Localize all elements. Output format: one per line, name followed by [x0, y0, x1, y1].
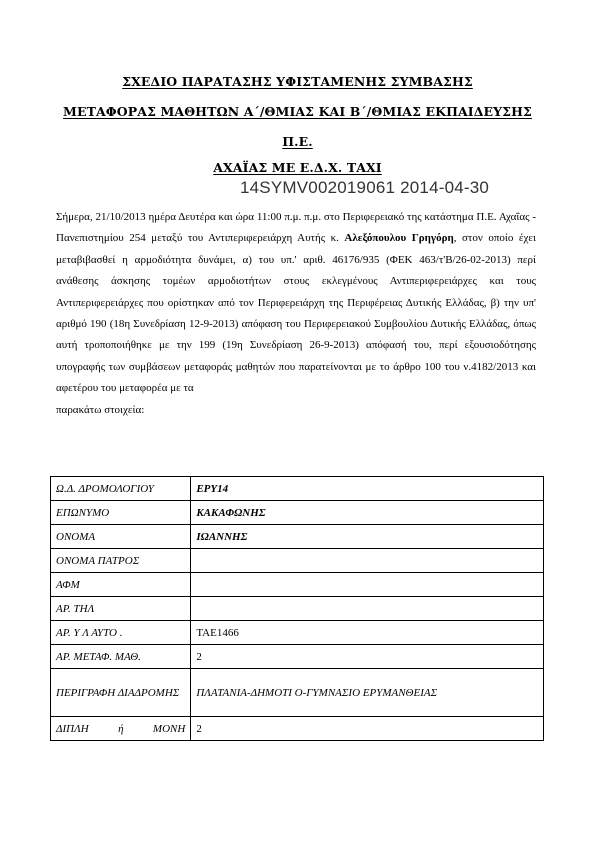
- table-row: [51, 573, 544, 597]
- surname-label: ΕΠΩΝΥΜΟ: [51, 501, 191, 525]
- tax-id-label: ΑΦΜ: [51, 573, 191, 597]
- body-text-part-2: , στον οποίο έχει μεταβιβασθεί η αρμοδιότητα δυνάμει, α) του υπ.' αριθ. 46176/935 (ΦΕΚ 463/τ'Β/26-02-2013) περί ανάθεσης άσκησης τομέων αρμοδιοτήτων στους εκλεγμένους Αντιπεριφερειάρχες και τους Αντιπεριφερειάρχες που ορίστηκαν από τον Περιφερειάρχη της Περιφέρειας Δυτικής Ελλάδας, β) την υπ' αριθμό 190 (18η Συνεδρίαση 12-9-2013) απόφαση του Περιφερειακού Συμβουλίου Δυτικής Ελλάδας, όπως αυτή τροποποιήθηκε με την 199 (19η Συνεδρίαση 26-9-2013) απόφασή του, περί εξουσιοδότησης υπογραφής των συμβάσεων μεταφοράς μαθητών που παρατείνονται με το άρθρο 100 του ν.4182/2013 και αφετέρου του μεταφορέα με τα: [56, 232, 536, 395]
- table-row: [51, 477, 544, 501]
- single-double-label: ΔΙΠΛΗ ή ΜΟΝΗ: [51, 717, 191, 741]
- table-row: [51, 621, 544, 645]
- table-row: [51, 669, 544, 717]
- table-row: [51, 501, 544, 525]
- table-row: [51, 597, 544, 621]
- body-last-line: παρακάτω στοιχεία:: [56, 403, 145, 416]
- phone-label: ΑΡ. ΤΗΛ: [51, 597, 191, 621]
- father-name-label: ΟΝΟΜΑ ΠΑΤΡΟΣ: [51, 549, 191, 573]
- students-count-value: 2: [191, 645, 544, 669]
- doc-title-line-2: ΜΕΤΑΦΟΡΑΣ ΜΑΘΗΤΩΝ Α΄/ΘΜΙΑΣ ΚΑΙ Β΄/ΘΜΙΑΣ ΕΚΠΑΙΔΕΥΣΗΣ: [63, 104, 532, 119]
- students-count-label: ΑΡ. ΜΕΤΑΦ. ΜΑΘ.: [51, 645, 191, 669]
- first-name-label: ΟΝΟΜΑ: [51, 525, 191, 549]
- tax-id-value: [191, 573, 544, 597]
- table-row: [51, 549, 544, 573]
- route-code-label: Ω.Δ. ΔΡΟΜΟΛΟΓΙΟΥ: [51, 477, 191, 501]
- table-row: [51, 717, 544, 741]
- route-description-value: ΠΛΑΤΑΝΙΑ-ΔΗΜΟΤΙ Ο-ΓΥΜΝΑΣΙΟ ΕΡΥΜΑΝΘΕΙΑΣ: [191, 669, 544, 717]
- route-description-label: ΠΕΡΙΓΡΑΦΗ ΔΙΑΔΡΟΜΗΣ: [51, 669, 191, 717]
- carrier-details-table: [50, 476, 544, 741]
- ada-stamp: 14SYMV002019061 2014-04-30: [240, 178, 490, 197]
- first-name-value: ΙΩΑΝΝΗΣ: [191, 525, 544, 549]
- phone-value: [191, 597, 544, 621]
- body-text-part-1: Σήμερα, 21/10/2013 ημέρα Δευτέρα και ώρα 11:00 π.μ. π.μ. στο Περιφερειακό της κατάστημα Π.Ε. Αχαΐας - Πανεπιστημίου 254 μεταξύ του Αντιπεριφερειάρχη Αυτής κ.: [56, 211, 536, 245]
- table-row: [51, 525, 544, 549]
- route-code-value: ΕΡΥ14: [191, 477, 544, 501]
- doc-title-line-1: ΣΧΕΔΙΟ ΠΑΡΑΤΑΣΗΣ ΥΦΙΣΤΑΜΕΝΗΣ ΣΥΜΒΑΣΗΣ: [122, 74, 473, 89]
- vice-governor-name: Αλεξόπουλου Γρηγόρη: [344, 232, 454, 245]
- doc-title-line-3: Π.Ε.: [282, 134, 313, 149]
- surname-value: ΚΑΚΑΦΩΝΗΣ: [191, 501, 544, 525]
- vehicle-plate-label: ΑΡ. Υ Λ ΑΥΤΟ .: [51, 621, 191, 645]
- doc-title-line-4: ΑΧΑΪΑΣ ΜΕ Ε.Δ.Χ. ΤΑΧΙ: [213, 160, 382, 175]
- father-name-value: [191, 549, 544, 573]
- body-paragraph: [56, 207, 536, 421]
- table-row: [51, 645, 544, 669]
- single-double-value: 2: [191, 717, 544, 741]
- vehicle-plate-value: ΤΑΕ1466: [191, 621, 544, 645]
